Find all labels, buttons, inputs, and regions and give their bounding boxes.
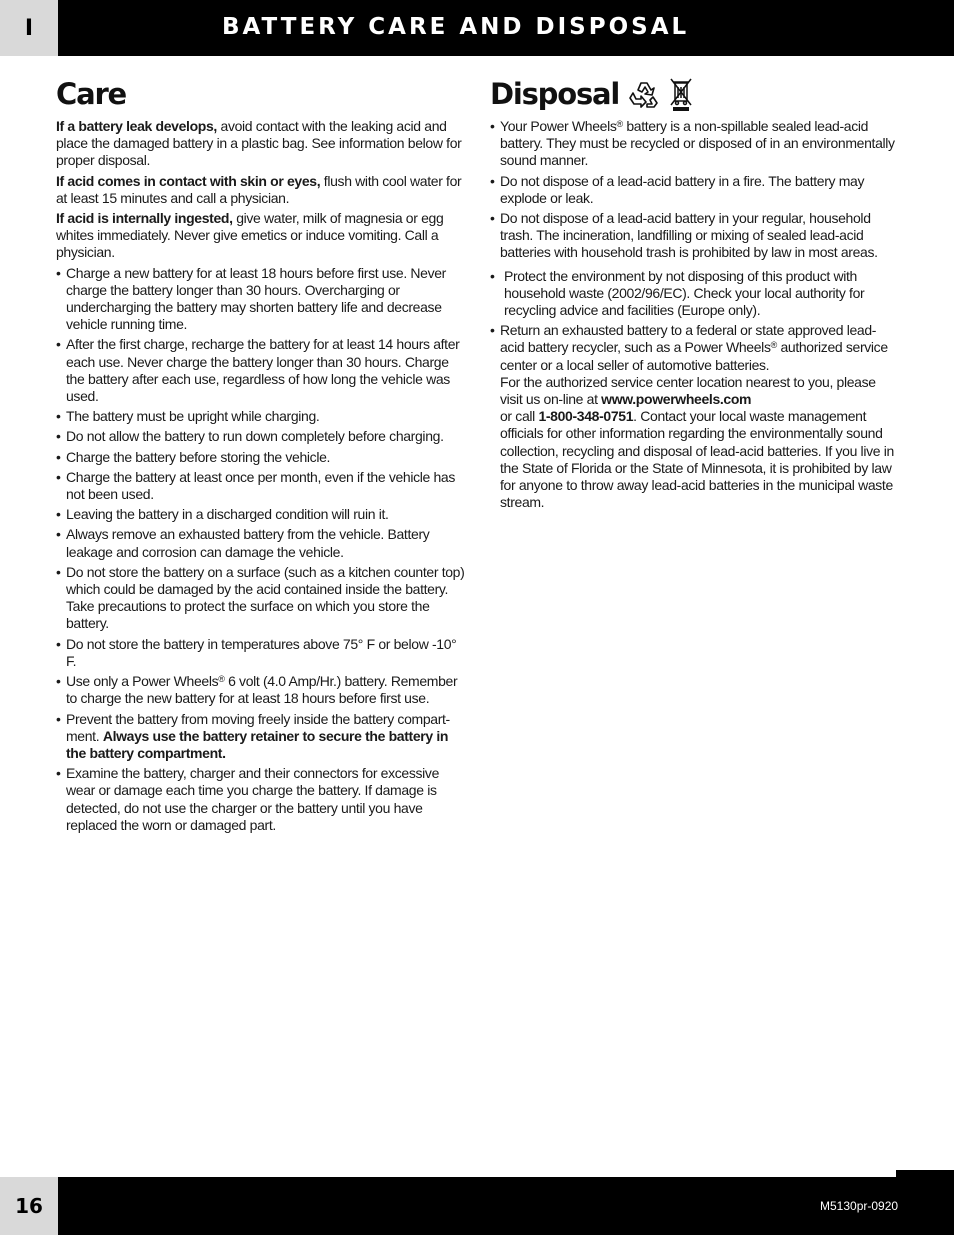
section-tab: I — [0, 0, 58, 56]
disposal-b5-call-post: . Contact your local waste management officials for other information regarding the environmentally sound collection, recycling and disposal of lead-acid batteries. If you live in the State of Florida or the State of Minnesota, it is prohibited by law for anyone to throw away lead-acid batteries in the municipal waste stream. — [500, 408, 894, 511]
care-bullet: • Do not allow the battery to run down completely before charging. — [56, 428, 468, 445]
footer-bar — [0, 1177, 954, 1235]
disposal-bullet: • Do not dispose of a lead-acid battery in a fire. The battery may explode or leak. — [490, 173, 896, 207]
care-bullet-retainer-pre: Prevent the battery from moving freely inside the battery compart-ment. — [66, 710, 450, 744]
crossed-bin-icon — [669, 77, 693, 111]
care-intro-leak-text: avoid contact with the leaking acid and place the damaged battery in a plastic bag. See information below for proper disposal. — [56, 118, 462, 169]
page-title: BATTERY CARE AND DISPOSAL — [222, 14, 690, 40]
disposal-bullet: • Do not dispose of a lead-acid battery in your regular, household trash. The incineration, landfilling or mixing of sealed lead-acid batteries with household trash is prohibited by law in most areas. — [490, 210, 896, 262]
registered-mark: ® — [770, 340, 777, 351]
care-bullet: • The battery must be upright while charging. — [56, 408, 468, 425]
website-link[interactable]: www.powerwheels.com — [601, 391, 752, 408]
care-bullet: • Examine the battery, charger and their connectors for excessive wear or damage each time you charge the battery. If damage is detected, do not use the charger or the battery until you have replaced the worn or damaged part. — [56, 765, 468, 834]
disposal-icons — [627, 77, 693, 111]
care-bullet: • After the first charge, recharge the battery for at least 14 hours after each use. Never charge the battery longer than 30 hours. Charge the battery after each use, regardless of how long the vehicle was used. — [56, 336, 468, 405]
care-intro-ingested — [56, 210, 468, 262]
care-intro-leak-bold: If a battery leak develops, — [56, 118, 217, 134]
disposal-bullet: • Protect the environment by not disposing of this product with household waste (2002/96/EC). Check your local authority for recycling advice and facilities (Europe only). — [490, 268, 896, 320]
disposal-bullet — [490, 322, 896, 511]
care-bullet-retainer-bold: Always use the battery retainer to secure the battery in the battery compartment. — [66, 727, 449, 761]
disposal-b1-pre: Your Power Wheels — [500, 118, 617, 134]
care-bullet: • Leaving the battery in a discharged condition will ruin it. — [56, 506, 468, 523]
disposal-b5-line2: For the authorized service center location nearest to you, please visit us on-line at — [500, 373, 876, 408]
disposal-b5-post: authorized service center or a local seller of automotive batteries. — [500, 339, 888, 373]
disposal-b5-call-pre: or call — [500, 408, 539, 425]
care-intro-ingested-bold: If acid is internally ingested, — [56, 210, 233, 227]
care-intro-skin-text: flush with cool water for at least 15 minutes and call a physician. — [56, 172, 462, 206]
page-number: 16 — [0, 1177, 58, 1235]
care-bullet: • Charge a new battery for at least 18 hours before first use. Never charge the battery longer than 30 hours. Overcharging or undercharging the battery may shorten battery life and decrease vehicle running time. — [56, 265, 468, 334]
phone-number: 1-800-348-0751 — [538, 408, 634, 425]
disposal-heading: Disposal — [490, 77, 620, 111]
care-bullet-list — [56, 265, 468, 834]
disposal-bullet — [490, 118, 896, 170]
registered-mark: ® — [218, 674, 225, 685]
care-heading: Care — [56, 77, 127, 111]
care-intro-ingested-text: give water, milk of magnesia or egg whites immediately. Never give emetics or induce vomiting. Call a physician. — [56, 210, 444, 261]
care-bullet: • Charge the battery at least once per month, even if the vehicle has not been used. — [56, 469, 468, 503]
care-section — [56, 76, 468, 837]
care-intro-skin-bold: If acid comes in contact with skin or eyes, — [56, 172, 321, 189]
disposal-bullet-list — [490, 118, 896, 511]
disposal-b1-post: battery is a non-spillable sealed lead-acid battery. They must be recycled or disposed of in an environmentally sound manner. — [500, 118, 895, 169]
disposal-heading-row — [490, 76, 896, 112]
care-bullet: • Do not store the battery in temperatures above 75° F or below -10° F. — [56, 636, 468, 670]
care-bullet-wheels-post: 6 volt (4.0 Amp/Hr.) battery. Remember to charge the new battery for at least 18 hours before first use. — [66, 673, 458, 707]
care-bullet: • Charge the battery before storing the vehicle. — [56, 449, 468, 466]
care-intro-leak — [56, 118, 468, 170]
care-bullet-retainer — [56, 711, 468, 763]
care-bullet-wheels-pre: Use only a Power Wheels — [66, 673, 219, 690]
care-intro-skin — [56, 173, 468, 207]
care-bullet-power-wheels — [56, 673, 468, 707]
disposal-b5-pre: Return an exhausted battery to a federal or state approved lead-acid battery recycler, such as a Power Wheels — [500, 322, 877, 356]
document-code: M5130pr-0920 — [820, 1199, 899, 1213]
care-bullet: • Always remove an exhausted battery from the vehicle. Battery leakage and corrosion can damage the vehicle. — [56, 526, 468, 560]
registered-mark: ® — [616, 119, 623, 129]
recycle-icon — [627, 79, 661, 109]
care-bullet: • Do not store the battery on a surface (such as a kitchen counter top) which could be damaged by the acid contained inside the battery. Take precautions to protect the surface on which you store the battery. — [56, 564, 468, 633]
disposal-section — [490, 76, 896, 514]
